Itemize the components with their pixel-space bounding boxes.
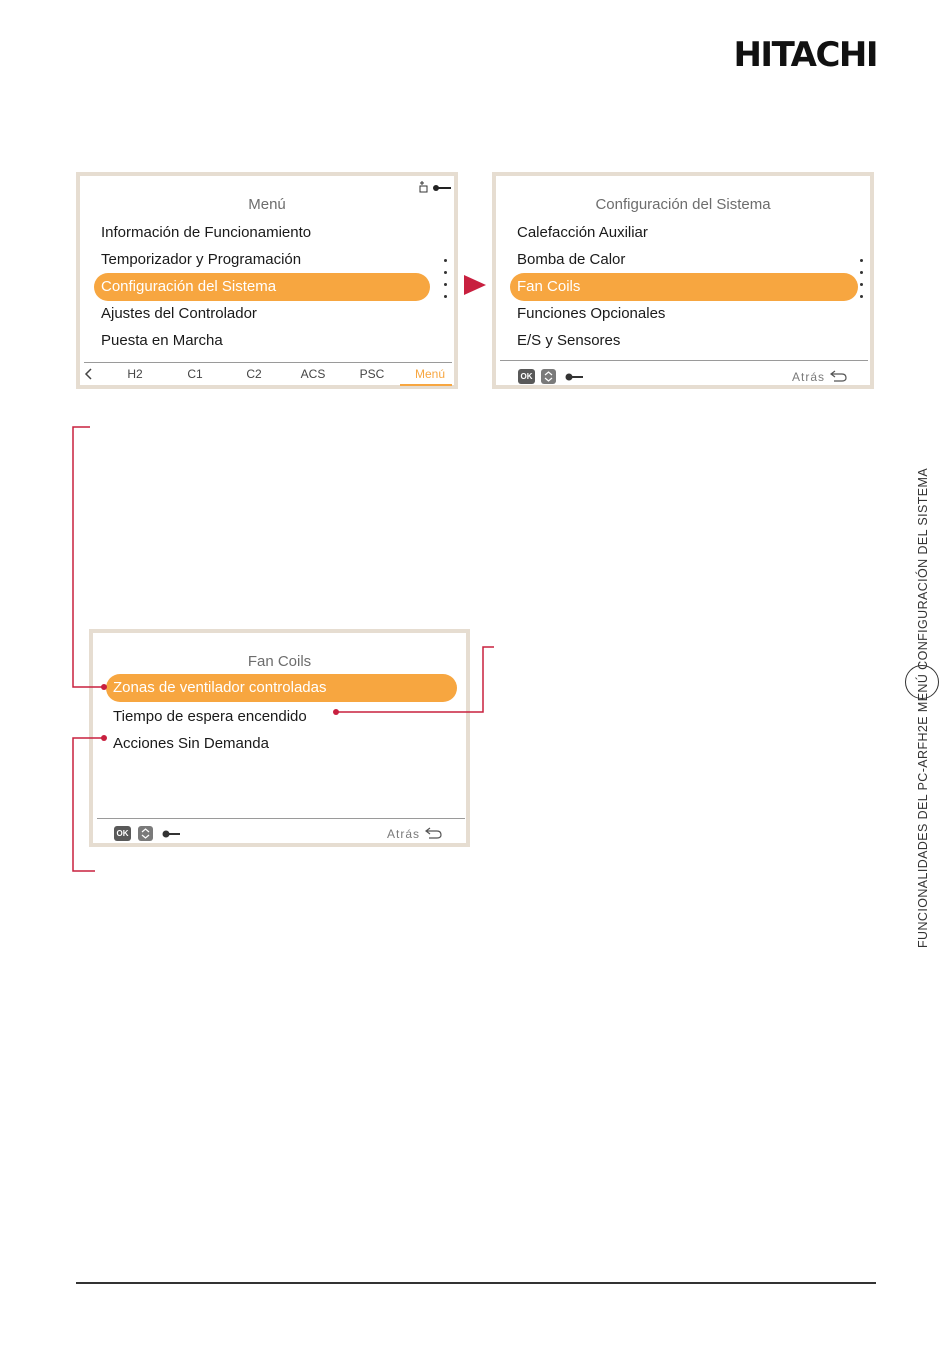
- hitachi-logo: HITACHI: [733, 35, 877, 75]
- config-item-fancoils[interactable]: Fan Coils: [510, 273, 858, 301]
- back-label[interactable]: Atrás: [387, 827, 421, 841]
- tab-h2[interactable]: H2: [127, 367, 143, 381]
- tab-psc[interactable]: PSC: [359, 367, 385, 381]
- config-title: Configuración del Sistema: [595, 196, 771, 213]
- side-section-label: FUNCIONALIDADES DEL PC-ARFH2E MENÚ CONFIGURACIÓN DEL SISTEMA: [916, 467, 930, 948]
- tab-c1[interactable]: C1: [187, 367, 203, 381]
- page-number-circle: [905, 665, 939, 699]
- ok-icon[interactable]: OK: [114, 826, 131, 841]
- tab-acs[interactable]: ACS: [300, 367, 326, 381]
- fancoils-item-acciones[interactable]: Acciones Sin Demanda: [113, 735, 269, 752]
- footer-rule: [76, 1282, 876, 1284]
- menu-item-ajustes[interactable]: Ajustes del Controlador: [101, 305, 257, 322]
- config-item-funciones[interactable]: Funciones Opcionales: [517, 305, 666, 322]
- menu-title: Menú: [248, 196, 286, 213]
- menu-item-informacion[interactable]: Información de Funcionamiento: [101, 224, 312, 241]
- fancoils-item-tiempo[interactable]: Tiempo de espera encendido: [113, 708, 307, 725]
- menu-item-configuracion[interactable]: Configuración del Sistema: [94, 273, 430, 301]
- tab-menu[interactable]: Menú: [414, 367, 446, 381]
- tab-c2[interactable]: C2: [246, 367, 262, 381]
- config-item-es-sensores[interactable]: E/S y Sensores: [517, 332, 621, 349]
- config-item-bomba[interactable]: Bomba de Calor: [517, 251, 626, 268]
- config-item-calefaccion[interactable]: Calefacción Auxiliar: [517, 224, 648, 241]
- ok-icon[interactable]: OK: [518, 369, 535, 384]
- fancoils-item-zonas[interactable]: Zonas de ventilador controladas: [106, 674, 457, 702]
- menu-item-temporizador[interactable]: Temporizador y Programación: [101, 251, 302, 268]
- back-label[interactable]: Atrás: [792, 370, 826, 384]
- menu-item-puesta[interactable]: Puesta en Marcha: [101, 332, 223, 349]
- fancoils-title: Fan Coils: [247, 653, 312, 670]
